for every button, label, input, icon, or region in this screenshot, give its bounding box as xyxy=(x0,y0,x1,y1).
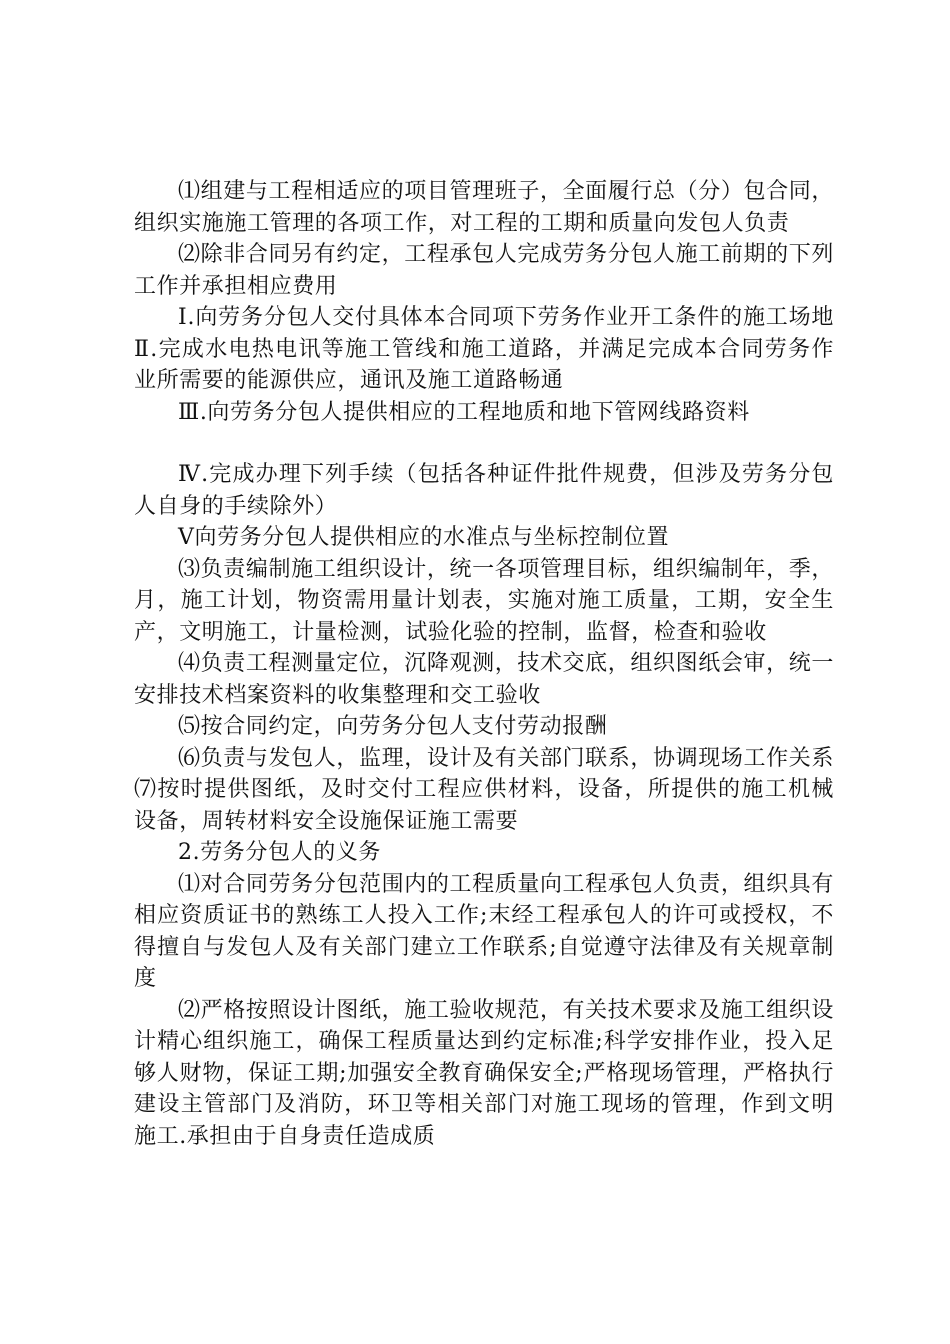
paragraph-9: ⑸按合同约定，向劳务分包人支付劳动报酬 xyxy=(178,714,608,739)
section-heading: 2.劳务分包人的义务 xyxy=(178,840,381,865)
paragraph-gap xyxy=(134,428,834,459)
paragraph-11: ⑴对合同劳务分包范围内的工程质量向工程承包人负责，组织具有相应资质证书的熟练工人投入工作;末经工程承包人的许可或授权，不得擅自与发包人及有关部门建立工作联系;自觉遵守法律及有关规章制度 xyxy=(134,871,834,991)
paragraph-1: ⑴组建与工程相适应的项目管理班子，全面履行总（分）包合同，组织实施施工管理的各项工作，对工程的工期和质量向发包人负责 xyxy=(134,179,834,236)
paragraph-5: Ⅳ.完成办理下列手续（包括各种证件批件规费，但涉及劳务分包人自身的手续除外） xyxy=(134,462,834,519)
paragraph-2: ⑵除非合同另有约定，工程承包人完成劳务分包人施工前期的下列工作并承担相应费用 xyxy=(134,242,834,299)
paragraph-12: ⑵严格按照设计图纸，施工验收规范，有关技术要求及施工组织设计精心组织施工，确保工程质量达到约定标准;科学安排作业，投入足够人财物，保证工期;加强安全教育确保安全;严格现场管理，严格执行建设主管部门及消防，环卫等相关部门对施工现场的管理，作到文明施工.承担由于自身责任造成质 xyxy=(134,997,834,1149)
paragraph-3: Ⅰ.向劳务分包人交付具体本合同项下劳务作业开工条件的施工场地Ⅱ.完成水电热电讯等施工管线和施工道路，并满足完成本合同劳务作业所需要的能源供应，通讯及施工道路畅通 xyxy=(134,305,834,393)
paragraph-7: ⑶负责编制施工组织设计，统一各项管理目标，组织编制年，季，月，施工计划，物资需用量计划表，实施对施工质量，工期，安全生产，文明施工，计量检测，试验化验的控制，监督，检查和验收 xyxy=(134,556,834,645)
paragraph-6: Ⅴ向劳务分包人提供相应的水准点与坐标控制位置 xyxy=(178,525,670,550)
paragraph-8: ⑷负责工程测量定位，沉降观测，技术交底，组织图纸会审，统一安排技术档案资料的收集整理和交工验收 xyxy=(134,651,834,708)
document-body xyxy=(134,176,834,1152)
paragraph-4: Ⅲ.向劳务分包人提供相应的工程地质和地下管网线路资料 xyxy=(178,399,750,425)
paragraph-10: ⑹负责与发包人，监理，设计及有关部门联系，协调现场工作关系⑺按时提供图纸，及时交付工程应供材料，设备，所提供的施工机械设备，周转材料安全设施保证施工需要 xyxy=(134,745,834,834)
